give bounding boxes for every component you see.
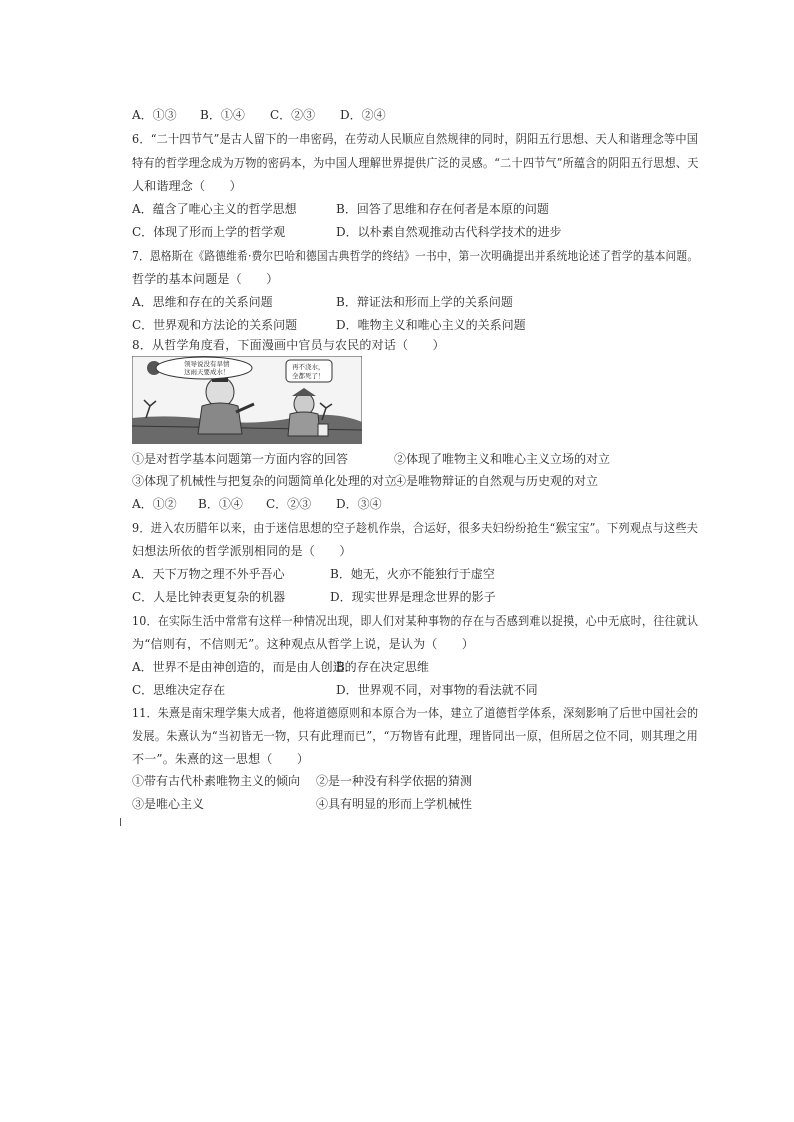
- q9-option-c: C．人是比钟表更复杂的机器: [132, 590, 286, 604]
- q7-line-1: 7．恩格斯在《路德维希·费尔巴哈和德国古典哲学的终结》一书中，第一次明确提出并系统地论述了哲学的基本问题。: [132, 249, 699, 263]
- q6-option-c: C．体现了形而上学的哲学观: [132, 225, 286, 239]
- q9-line-1: 9．进入农历腊年以来，由于迷信思想的空子趁机作祟，合运好，很多夫妇纷纷抢生“猴宝宝”。下列观点与这些夫: [132, 521, 699, 535]
- q6-option-b: B．回答了思维和存在何者是本原的问题: [336, 202, 549, 216]
- q5-option-c: C．②③: [270, 108, 316, 122]
- q11-line-3: 不一”。朱熹的这一思想（ ）: [132, 752, 310, 766]
- q7-option-b: B．辩证法和形而上学的关系问题: [336, 295, 513, 309]
- q8-option-c: C．②③: [266, 497, 312, 511]
- official-speech-bubble: [156, 357, 252, 379]
- q8-statement-2: ②体现了唯物主义和唯心主义立场的对立: [394, 452, 611, 466]
- q6-option-d: D．以朴素自然观推动古代科学技术的进步: [336, 225, 562, 239]
- q11-statement-2: ②是一种没有科学依据的猜测: [316, 774, 473, 788]
- bubble-left-line-2: 这雨天要成水！: [184, 368, 230, 376]
- q9-line-2: 妇想法所依的哲学派别相同的是（ ）: [132, 544, 352, 558]
- q10-line-1: 10．在实际生活中常常有这样一种情况出现，即人们对某种事物的存在与否感到难以捉摸，心中无底时，往往就认: [132, 614, 699, 628]
- q9-option-a: A．天下万物之理不外乎吾心: [132, 567, 285, 581]
- q10-option-b: B．存在决定思维: [336, 660, 429, 674]
- q9-option-d: D．现实世界是理念世界的影子: [330, 590, 496, 604]
- q5-option-a: A．①③: [132, 108, 177, 122]
- q10-option-a: A．世界不是由神创造的，而是由人创造的: [132, 660, 357, 674]
- q6-option-a: A．蕴含了唯心主义的哲学思想: [132, 202, 297, 216]
- q8-cartoon: [132, 356, 362, 444]
- q7-option-c: C．世界观和方法论的关系问题: [132, 318, 298, 332]
- bubble-left-line-1: 领导说没有旱情: [184, 360, 230, 368]
- q6-line-2: 特有的哲学理念成为万物的密码本，为中国人理解世界提供广泛的灵感。“二十四节气”所蕴含的阴阳五行思想、天: [132, 156, 699, 170]
- q11-line-2: 发展。朱熹认为“当初皆无一物，只有此理而已”，“万物皆有此理，理皆同出一原，但所居之位不同，则其理之用: [132, 729, 698, 743]
- q8-statement-4: ④是唯物辩证的自然观与历史观的对立: [394, 474, 599, 488]
- q5-options: [132, 107, 386, 123]
- q6-line-1: 6．“二十四节气”是古人留下的一串密码，在劳动人民顺应自然规律的同时，阴阳五行思想、天人和谐理念等中国: [132, 132, 699, 146]
- q10-line-2: 为“信则有，不信则无”。这种观点从哲学上说，是认为（ ）: [132, 637, 475, 651]
- q8-option-a: A．①②: [132, 497, 177, 511]
- q7-option-d: D．唯物主义和唯心主义的关系问题: [336, 318, 526, 332]
- q8-option-d: D．③④: [336, 497, 382, 511]
- q8-statement-1: ①是对哲学基本问题第一方面内容的回答: [132, 452, 349, 466]
- q11-statement-3: ③是唯心主义: [132, 797, 205, 811]
- q7-line-2: 哲学的基本问题是（ ）: [132, 272, 279, 286]
- q10-option-c: C．思维决定存在: [132, 683, 226, 697]
- q8-option-b: B．①④: [198, 497, 243, 511]
- q8-line-1: 8．从哲学角度看，下面漫画中官员与农民的对话（ ）: [132, 338, 445, 352]
- q9-option-b: B．她无，火亦不能独行于虚空: [330, 567, 495, 581]
- q10-option-d: D．世界观不同，对事物的看法就不同: [336, 683, 538, 697]
- q8-statement-3: ③体现了机械性与把复杂的问题简单化处理的对立: [132, 474, 397, 488]
- q6-line-3: 人和谐理念（ ）: [132, 179, 242, 193]
- q8-options: [132, 496, 382, 512]
- q5-option-d: D．②④: [340, 108, 386, 122]
- farmer-speech-bubble: [286, 360, 332, 382]
- q5-option-b: B．①④: [200, 108, 245, 122]
- q7-option-a: A．思维和存在的关系问题: [132, 295, 273, 309]
- q11-statement-4: ④具有明显的形而上学机械性: [316, 797, 473, 811]
- q11-line-1: 11．朱熹是南宋理学集大成者，他将道德原则和本原合为一体，建立了道德哲学体系，深刻影响了后世中国社会的: [132, 706, 699, 720]
- q11-statement-1: ①带有古代朴素唯物主义的倾向: [132, 774, 301, 788]
- bubble-right-line-1: 再不浇水，: [292, 363, 325, 371]
- margin-mark: [120, 818, 121, 826]
- bubble-right-line-2: 全都死了！: [292, 372, 325, 380]
